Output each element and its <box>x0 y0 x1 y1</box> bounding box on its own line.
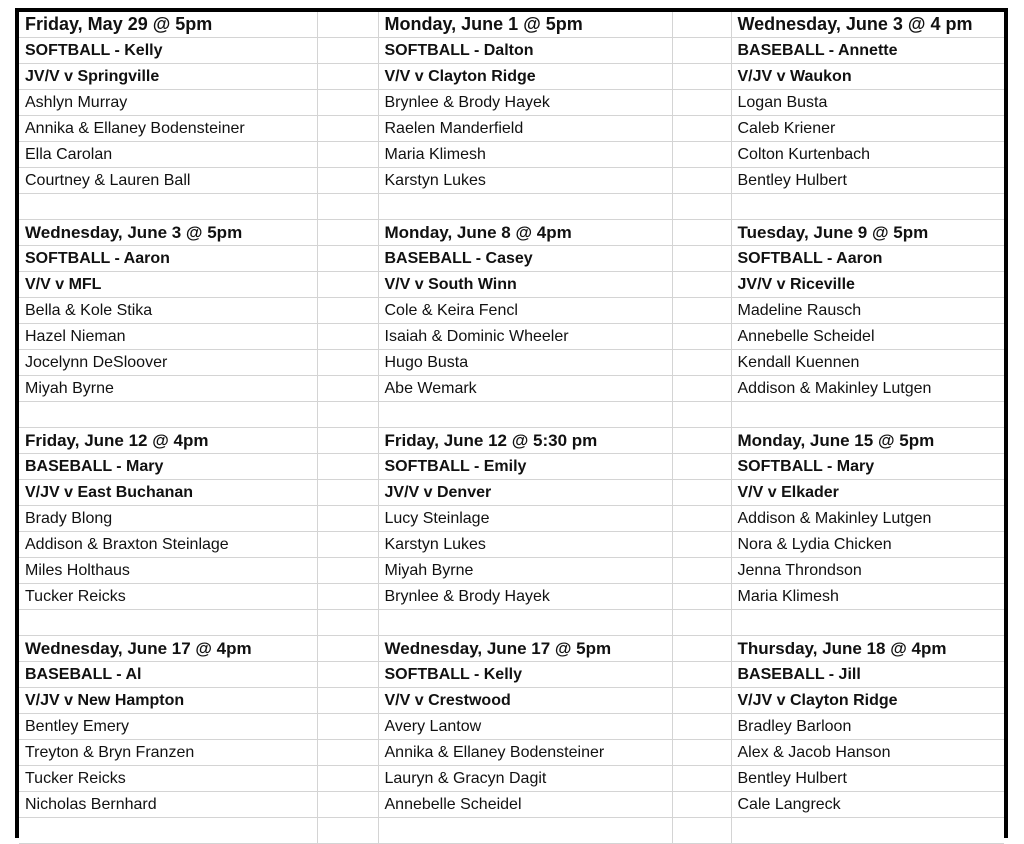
volunteer-name-cell[interactable]: Miyah Byrne <box>378 558 672 584</box>
empty-cell[interactable] <box>672 428 731 454</box>
table-row <box>19 532 1004 558</box>
table-row <box>19 64 1004 90</box>
volunteer-name-cell[interactable]: Bella & Kole Stika <box>19 298 317 324</box>
empty-cell[interactable] <box>672 142 731 168</box>
empty-cell[interactable] <box>317 194 378 220</box>
spacer-row <box>19 402 1004 428</box>
game-date-cell[interactable]: Monday, June 1 @ 5pm <box>378 12 672 38</box>
table-row <box>19 688 1004 714</box>
game-date-cell[interactable]: Monday, June 15 @ 5pm <box>731 428 1004 454</box>
volunteer-name-cell[interactable]: Annebelle Scheidel <box>731 324 1004 350</box>
empty-cell[interactable] <box>672 454 731 480</box>
volunteer-name-cell[interactable]: Miyah Byrne <box>19 376 317 402</box>
empty-cell[interactable] <box>672 714 731 740</box>
empty-cell[interactable] <box>672 740 731 766</box>
empty-cell[interactable] <box>378 610 672 636</box>
sport-coach-cell[interactable]: SOFTBALL - Dalton <box>378 38 672 64</box>
sport-coach-cell[interactable]: SOFTBALL - Aaron <box>731 246 1004 272</box>
empty-cell[interactable] <box>317 350 378 376</box>
empty-cell[interactable] <box>317 558 378 584</box>
sport-coach-cell[interactable]: BASEBALL - Jill <box>731 662 1004 688</box>
sport-coach-cell[interactable]: SOFTBALL - Mary <box>731 454 1004 480</box>
table-row <box>19 792 1004 818</box>
table-row <box>19 220 1004 246</box>
empty-cell[interactable] <box>317 506 378 532</box>
volunteer-name-cell[interactable]: Isaiah & Dominic Wheeler <box>378 324 672 350</box>
volunteer-name-cell[interactable]: Madeline Rausch <box>731 298 1004 324</box>
matchup-cell[interactable]: V/V v South Winn <box>378 272 672 298</box>
volunteer-name-cell[interactable]: Treyton & Bryn Franzen <box>19 740 317 766</box>
empty-cell[interactable] <box>672 506 731 532</box>
volunteer-name-cell[interactable]: Caleb Kriener <box>731 116 1004 142</box>
empty-cell[interactable] <box>317 532 378 558</box>
volunteer-name-cell[interactable]: Maria Klimesh <box>378 142 672 168</box>
volunteer-name-cell[interactable]: Nora & Lydia Chicken <box>731 532 1004 558</box>
empty-cell[interactable] <box>672 688 731 714</box>
table-row <box>19 324 1004 350</box>
table-row <box>19 740 1004 766</box>
empty-cell[interactable] <box>672 38 731 64</box>
empty-cell[interactable] <box>672 532 731 558</box>
empty-cell[interactable] <box>317 90 378 116</box>
spacer-row <box>19 818 1004 844</box>
empty-cell[interactable] <box>672 766 731 792</box>
empty-cell[interactable] <box>317 740 378 766</box>
volunteer-name-cell[interactable]: Jenna Throndson <box>731 558 1004 584</box>
volunteer-name-cell[interactable]: Cale Langreck <box>731 792 1004 818</box>
volunteer-name-cell[interactable]: Lucy Steinlage <box>378 506 672 532</box>
table-row <box>19 584 1004 610</box>
game-date-cell[interactable]: Tuesday, June 9 @ 5pm <box>731 220 1004 246</box>
empty-cell[interactable] <box>317 298 378 324</box>
volunteer-name-cell[interactable]: Hazel Nieman <box>19 324 317 350</box>
spacer-row <box>19 610 1004 636</box>
table-row <box>19 272 1004 298</box>
game-date-cell[interactable]: Wednesday, June 17 @ 5pm <box>378 636 672 662</box>
volunteer-name-cell[interactable]: Annika & Ellaney Bodensteiner <box>19 116 317 142</box>
sport-coach-cell[interactable]: SOFTBALL - Kelly <box>378 662 672 688</box>
empty-cell[interactable] <box>317 480 378 506</box>
empty-cell[interactable] <box>378 818 672 844</box>
table-row <box>19 116 1004 142</box>
table-row <box>19 246 1004 272</box>
volunteer-name-cell[interactable]: Bradley Barloon <box>731 714 1004 740</box>
table-row <box>19 376 1004 402</box>
matchup-cell[interactable]: V/JV v Waukon <box>731 64 1004 90</box>
empty-cell[interactable] <box>731 402 1004 428</box>
empty-cell[interactable] <box>317 38 378 64</box>
empty-cell[interactable] <box>672 194 731 220</box>
table-row <box>19 298 1004 324</box>
volunteer-name-cell[interactable]: Tucker Reicks <box>19 766 317 792</box>
empty-cell[interactable] <box>317 168 378 194</box>
empty-cell[interactable] <box>672 324 731 350</box>
empty-cell[interactable] <box>672 64 731 90</box>
game-date-cell[interactable]: Monday, June 8 @ 4pm <box>378 220 672 246</box>
volunteer-name-cell[interactable]: Colton Kurtenbach <box>731 142 1004 168</box>
volunteer-name-cell[interactable]: Avery Lantow <box>378 714 672 740</box>
empty-cell[interactable] <box>672 584 731 610</box>
game-date-cell[interactable]: Wednesday, June 3 @ 5pm <box>19 220 317 246</box>
game-date-cell[interactable]: Friday, June 12 @ 4pm <box>19 428 317 454</box>
volunteer-name-cell[interactable]: Maria Klimesh <box>731 584 1004 610</box>
empty-cell[interactable] <box>317 324 378 350</box>
empty-cell[interactable] <box>317 64 378 90</box>
empty-cell[interactable] <box>672 402 731 428</box>
empty-cell[interactable] <box>672 116 731 142</box>
volunteer-name-cell[interactable]: Brady Blong <box>19 506 317 532</box>
sport-coach-cell[interactable]: SOFTBALL - Kelly <box>19 38 317 64</box>
volunteer-name-cell[interactable]: Raelen Manderfield <box>378 116 672 142</box>
matchup-cell[interactable]: V/V v MFL <box>19 272 317 298</box>
volunteer-name-cell[interactable]: Miles Holthaus <box>19 558 317 584</box>
table-row <box>19 766 1004 792</box>
empty-cell[interactable] <box>317 428 378 454</box>
table-row <box>19 480 1004 506</box>
empty-cell[interactable] <box>731 194 1004 220</box>
empty-cell[interactable] <box>731 818 1004 844</box>
volunteer-name-cell[interactable]: Logan Busta <box>731 90 1004 116</box>
table-row <box>19 142 1004 168</box>
sport-coach-cell[interactable]: BASEBALL - Casey <box>378 246 672 272</box>
empty-cell[interactable] <box>672 168 731 194</box>
empty-cell[interactable] <box>317 220 378 246</box>
empty-cell[interactable] <box>317 636 378 662</box>
schedule-table <box>19 12 1004 844</box>
volunteer-name-cell[interactable]: Brynlee & Brody Hayek <box>378 584 672 610</box>
sport-coach-cell[interactable]: BASEBALL - Mary <box>19 454 317 480</box>
volunteer-name-cell[interactable]: Karstyn Lukes <box>378 168 672 194</box>
volunteer-name-cell[interactable]: Lauryn & Gracyn Dagit <box>378 766 672 792</box>
volunteer-name-cell[interactable]: Bentley Hulbert <box>731 168 1004 194</box>
empty-cell[interactable] <box>317 12 378 38</box>
empty-cell[interactable] <box>317 376 378 402</box>
empty-cell[interactable] <box>672 12 731 38</box>
volunteer-name-cell[interactable]: Addison & Makinley Lutgen <box>731 376 1004 402</box>
empty-cell[interactable] <box>672 610 731 636</box>
empty-cell[interactable] <box>317 792 378 818</box>
table-row <box>19 662 1004 688</box>
matchup-cell[interactable]: JV/V v Riceville <box>731 272 1004 298</box>
empty-cell[interactable] <box>317 584 378 610</box>
matchup-cell[interactable]: V/JV v East Buchanan <box>19 480 317 506</box>
empty-cell[interactable] <box>317 272 378 298</box>
empty-cell[interactable] <box>19 818 317 844</box>
empty-cell[interactable] <box>672 636 731 662</box>
empty-cell[interactable] <box>378 402 672 428</box>
empty-cell[interactable] <box>672 558 731 584</box>
volunteer-name-cell[interactable]: Karstyn Lukes <box>378 532 672 558</box>
sport-coach-cell[interactable]: SOFTBALL - Aaron <box>19 246 317 272</box>
sport-coach-cell[interactable]: BASEBALL - Al <box>19 662 317 688</box>
table-row <box>19 90 1004 116</box>
game-date-cell[interactable]: Friday, June 12 @ 5:30 pm <box>378 428 672 454</box>
empty-cell[interactable] <box>317 688 378 714</box>
matchup-cell[interactable]: V/V v Elkader <box>731 480 1004 506</box>
empty-cell[interactable] <box>317 662 378 688</box>
matchup-cell[interactable]: JV/V v Springville <box>19 64 317 90</box>
volunteer-name-cell[interactable]: Ashlyn Murray <box>19 90 317 116</box>
empty-cell[interactable] <box>317 818 378 844</box>
empty-cell[interactable] <box>317 454 378 480</box>
empty-cell[interactable] <box>672 480 731 506</box>
table-row <box>19 350 1004 376</box>
game-date-cell[interactable]: Thursday, June 18 @ 4pm <box>731 636 1004 662</box>
matchup-cell[interactable]: V/V v Clayton Ridge <box>378 64 672 90</box>
empty-cell[interactable] <box>672 818 731 844</box>
volunteer-name-cell[interactable]: Hugo Busta <box>378 350 672 376</box>
volunteer-name-cell[interactable]: Bentley Emery <box>19 714 317 740</box>
spacer-row <box>19 194 1004 220</box>
empty-cell[interactable] <box>378 194 672 220</box>
empty-cell[interactable] <box>672 90 731 116</box>
empty-cell[interactable] <box>19 402 317 428</box>
game-date-cell[interactable]: Wednesday, June 3 @ 4 pm <box>731 12 1004 38</box>
table-row <box>19 636 1004 662</box>
empty-cell[interactable] <box>672 272 731 298</box>
matchup-cell[interactable]: V/JV v New Hampton <box>19 688 317 714</box>
table-row <box>19 454 1004 480</box>
sport-coach-cell[interactable]: SOFTBALL - Emily <box>378 454 672 480</box>
volunteer-name-cell[interactable]: Addison & Makinley Lutgen <box>731 506 1004 532</box>
volunteer-name-cell[interactable]: Bentley Hulbert <box>731 766 1004 792</box>
empty-cell[interactable] <box>317 714 378 740</box>
volunteer-name-cell[interactable]: Cole & Keira Fencl <box>378 298 672 324</box>
empty-cell[interactable] <box>317 142 378 168</box>
volunteer-name-cell[interactable]: Tucker Reicks <box>19 584 317 610</box>
empty-cell[interactable] <box>672 220 731 246</box>
empty-cell[interactable] <box>672 298 731 324</box>
volunteer-name-cell[interactable]: Jocelynn DeSloover <box>19 350 317 376</box>
sport-coach-cell[interactable]: BASEBALL - Annette <box>731 38 1004 64</box>
empty-cell[interactable] <box>317 402 378 428</box>
empty-cell[interactable] <box>672 662 731 688</box>
table-row <box>19 428 1004 454</box>
matchup-cell[interactable]: JV/V v Denver <box>378 480 672 506</box>
matchup-cell[interactable]: V/JV v Clayton Ridge <box>731 688 1004 714</box>
table-row <box>19 38 1004 64</box>
volunteer-name-cell[interactable]: Annebelle Scheidel <box>378 792 672 818</box>
table-row <box>19 714 1004 740</box>
game-date-cell[interactable]: Friday, May 29 @ 5pm <box>19 12 317 38</box>
empty-cell[interactable] <box>672 246 731 272</box>
volunteer-name-cell[interactable]: Nicholas Bernhard <box>19 792 317 818</box>
empty-cell[interactable] <box>317 116 378 142</box>
empty-cell[interactable] <box>317 766 378 792</box>
table-row <box>19 558 1004 584</box>
game-date-cell[interactable]: Wednesday, June 17 @ 4pm <box>19 636 317 662</box>
volunteer-name-cell[interactable]: Brynlee & Brody Hayek <box>378 90 672 116</box>
volunteer-name-cell[interactable]: Courtney & Lauren Ball <box>19 168 317 194</box>
volunteer-name-cell[interactable]: Ella Carolan <box>19 142 317 168</box>
empty-cell[interactable] <box>317 246 378 272</box>
table-row <box>19 506 1004 532</box>
volunteer-name-cell[interactable]: Annika & Ellaney Bodensteiner <box>378 740 672 766</box>
empty-cell[interactable] <box>731 610 1004 636</box>
table-row <box>19 168 1004 194</box>
matchup-cell[interactable]: V/V v Crestwood <box>378 688 672 714</box>
empty-cell[interactable] <box>672 376 731 402</box>
empty-cell[interactable] <box>19 194 317 220</box>
schedule-sheet <box>15 8 1008 838</box>
volunteer-name-cell[interactable]: Addison & Braxton Steinlage <box>19 532 317 558</box>
empty-cell[interactable] <box>19 610 317 636</box>
empty-cell[interactable] <box>317 610 378 636</box>
table-row <box>19 12 1004 38</box>
volunteer-name-cell[interactable]: Abe Wemark <box>378 376 672 402</box>
volunteer-name-cell[interactable]: Kendall Kuennen <box>731 350 1004 376</box>
empty-cell[interactable] <box>672 350 731 376</box>
volunteer-name-cell[interactable]: Alex & Jacob Hanson <box>731 740 1004 766</box>
empty-cell[interactable] <box>672 792 731 818</box>
